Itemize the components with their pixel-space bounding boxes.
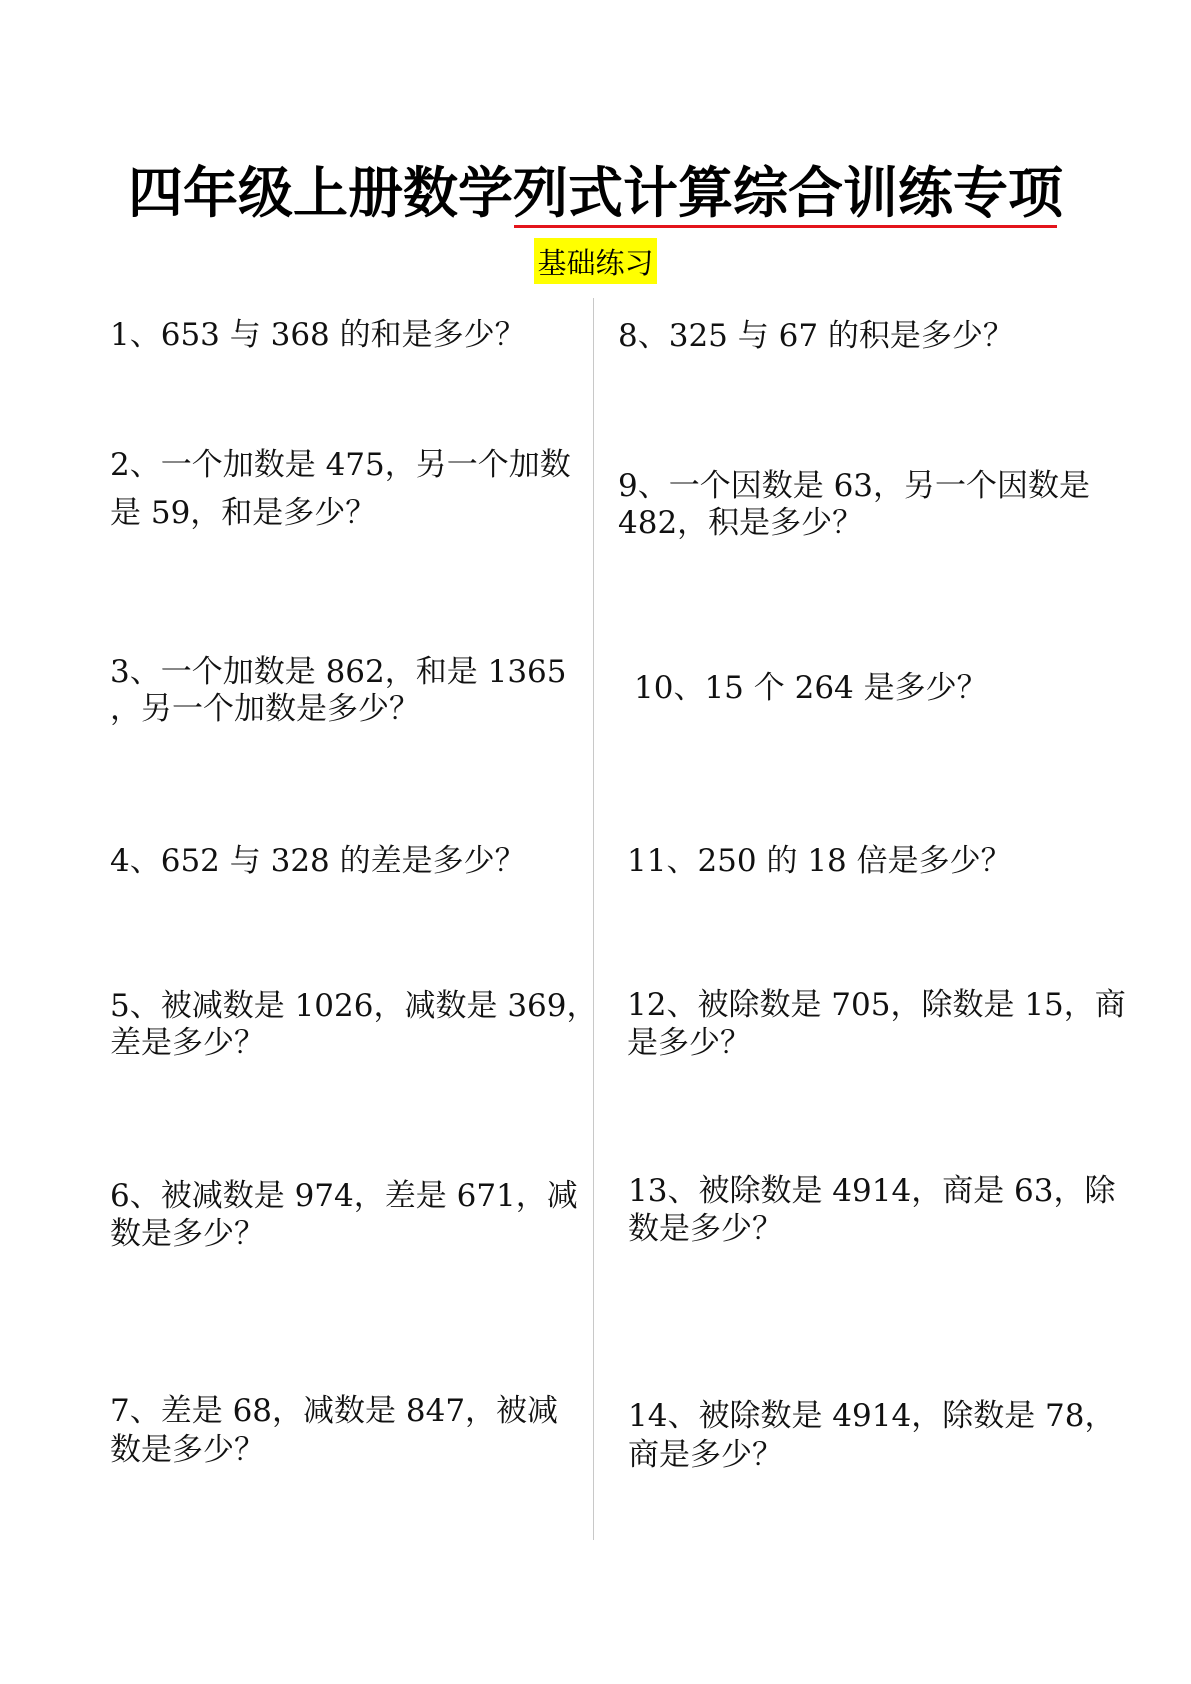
question-text: 1、653 与 368 的和是多少？ bbox=[110, 317, 526, 353]
question-text-cont: 数是多少？ bbox=[110, 1216, 265, 1252]
question-text: 12、被除数是 705，除数是 15，商 bbox=[627, 987, 1126, 1023]
page-title: 四年级上册数学列式计算综合训练专项 bbox=[127, 161, 1063, 225]
question-text: 3、一个加数是 862，和是 1365 bbox=[110, 654, 567, 690]
question-text: 9、一个因数是 63，另一个因数是 bbox=[618, 468, 1091, 504]
question-text: 11、250 的 18 倍是多少？ bbox=[627, 843, 1012, 879]
question-text: 5、被减数是 1026，减数是 369， bbox=[110, 988, 598, 1024]
question-text: 10、15 个 264 是多少？ bbox=[634, 670, 988, 706]
subtitle-container bbox=[0, 238, 1191, 284]
question-text: 8、325 与 67 的积是多少？ bbox=[618, 318, 1014, 354]
question-text: 4、652 与 328 的差是多少？ bbox=[110, 843, 526, 879]
question-text: 14、被除数是 4914，除数是 78， bbox=[628, 1398, 1116, 1434]
question-text-cont: 数是多少？ bbox=[628, 1211, 783, 1247]
question-text: 7、差是 68，减数是 847，被减 bbox=[110, 1393, 559, 1429]
question-text-cont: 482，积是多少？ bbox=[618, 505, 864, 541]
column-divider bbox=[593, 298, 594, 1540]
question-text-cont: 是多少？ bbox=[627, 1025, 751, 1061]
question-text-cont: 商是多少？ bbox=[628, 1437, 783, 1473]
question-text-cont: 数是多少？ bbox=[110, 1432, 265, 1468]
question-text: 13、被除数是 4914，商是 63，除 bbox=[628, 1173, 1116, 1209]
question-text-cont: 是 59，和是多少？ bbox=[110, 495, 377, 531]
question-text: 2、一个加数是 475，另一个加数 bbox=[110, 447, 571, 483]
question-text: 6、被减数是 974，差是 671，减 bbox=[110, 1178, 578, 1214]
question-text-cont: 差是多少？ bbox=[110, 1025, 265, 1061]
title-underline bbox=[514, 225, 1057, 228]
question-text-cont: ，另一个加数是多少？ bbox=[110, 691, 420, 727]
section-subtitle: 基础练习 bbox=[534, 238, 656, 284]
